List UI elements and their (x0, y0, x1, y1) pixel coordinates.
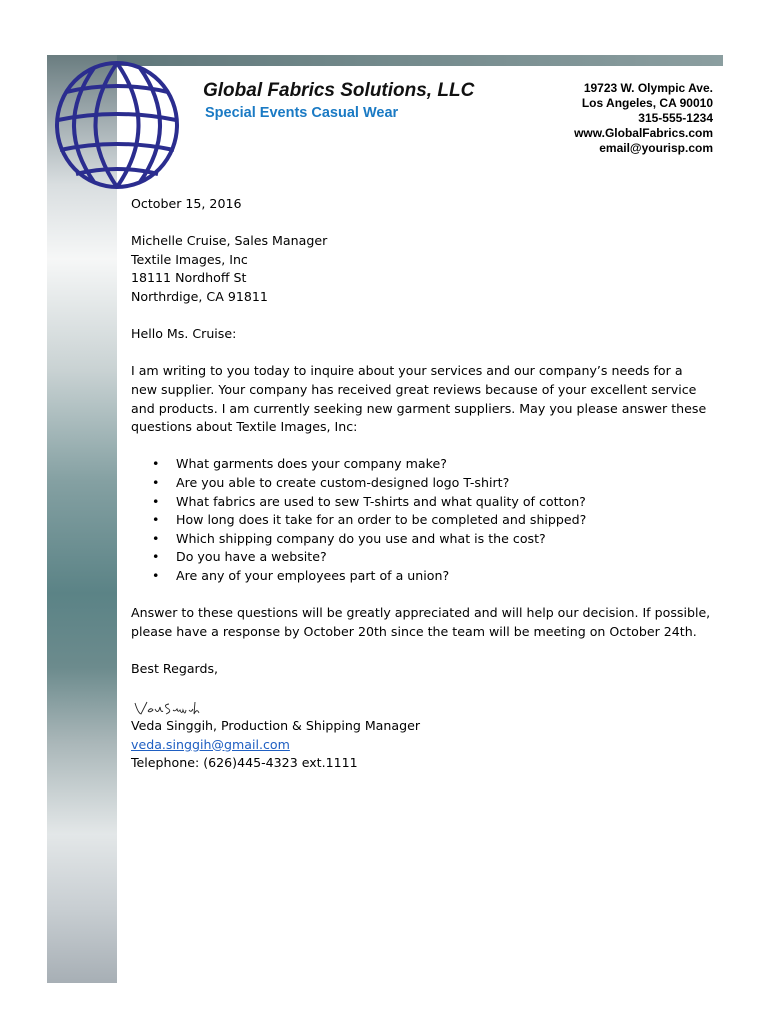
signature (131, 697, 711, 717)
side-gradient-bar (47, 55, 117, 983)
list-item: • How long does it take for an order to be completed and shipped? (131, 511, 711, 530)
letter-body (131, 195, 711, 773)
address-phone: 315-555-1234 (638, 111, 713, 125)
sender-phone: Telephone: (626)445-4323 ext.1111 (131, 755, 358, 771)
recipient-name: Michelle Cruise, Sales Manager (131, 233, 328, 249)
address-email[interactable]: email@yourisp.com (599, 141, 713, 155)
signature-image (133, 699, 203, 717)
bullet-icon: • (152, 549, 160, 565)
bullet-icon: • (152, 474, 160, 490)
list-item: • What garments does your company make? (131, 455, 711, 474)
address-city: Los Angeles, CA 90010 (581, 96, 713, 110)
bullet-icon: • (152, 512, 160, 528)
recipient-city: Northrdige, CA 91811 (131, 288, 268, 304)
letter-date: October 15, 2016 (131, 196, 242, 211)
recipient-street: 18111 Nordhoff St (131, 270, 247, 286)
bullet-icon: • (152, 493, 160, 509)
address-street: 19723 W. Olympic Ave. (583, 81, 713, 95)
recipient-company: Textile Images, Inc (131, 251, 248, 267)
list-item: • What fabrics are used to sew T-shirts and what quality of cotton? (131, 493, 711, 512)
bullet-icon: • (152, 567, 160, 583)
sign-off: Best Regards, (131, 660, 219, 676)
list-item: • Do you have a website? (131, 548, 711, 567)
closing-paragraph: Answer to these questions will be greatly appreciated and will help our decision. If possible, please have a response by October 20th since the team will be meeting on October 24th. (131, 605, 711, 639)
bullet-icon: • (152, 530, 160, 546)
company-tagline: Special Events Casual Wear (205, 105, 399, 121)
company-name: Global Fabrics Solutions, LLC (203, 80, 475, 101)
question-list (131, 455, 711, 585)
bullet-icon: • (152, 456, 160, 472)
list-item: • Are any of your employees part of a union? (131, 567, 711, 586)
sender-email-link[interactable]: veda.singgih@gmail.com (131, 736, 290, 752)
intro-paragraph: I am writing to you today to inquire about your services and our company’s needs for a new supplier. Your company has received great reviews because of your excellent service and products. I am currently seeking new garment suppliers. May you please answer these questions about Textile Images, Inc: (131, 363, 707, 435)
greeting: Hello Ms. Cruise: (131, 326, 237, 342)
list-item: • Are you able to create custom-designed logo T-shirt? (131, 474, 711, 493)
company-address (574, 81, 713, 156)
address-website[interactable]: www.GlobalFabrics.com (574, 126, 713, 140)
recipient-block (131, 232, 711, 306)
sender-name: Veda Singgih, Production & Shipping Manager (131, 718, 421, 734)
globe-icon (54, 60, 180, 190)
list-item: • Which shipping company do you use and what is the cost? (131, 530, 711, 549)
